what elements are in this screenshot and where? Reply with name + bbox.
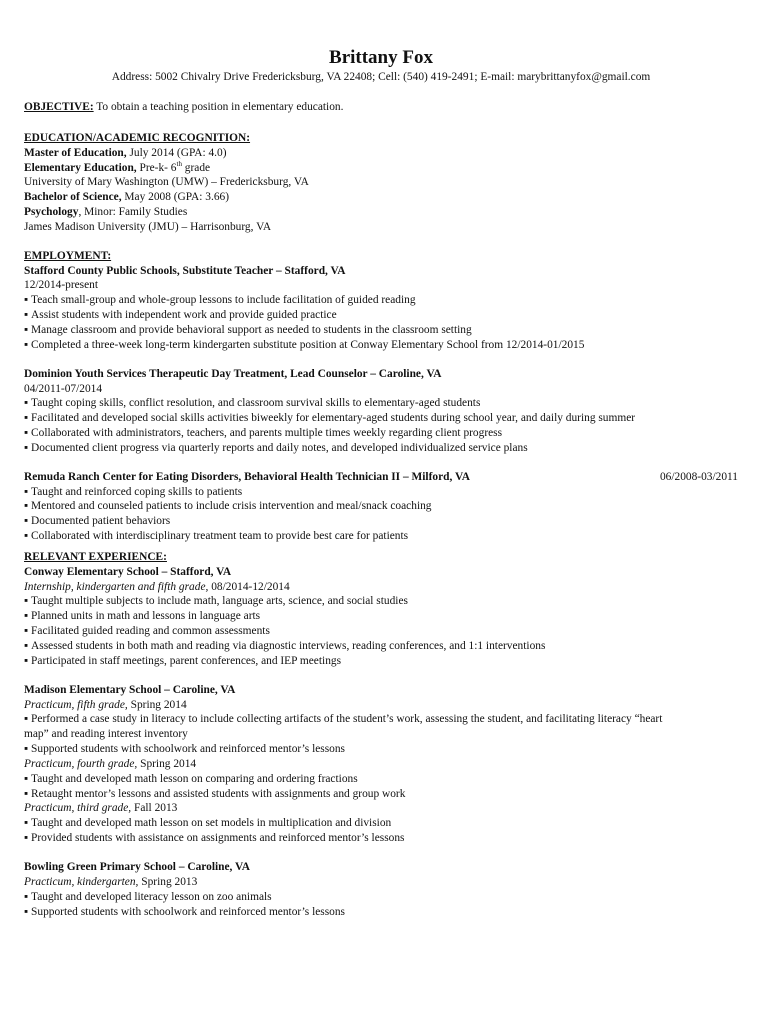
experience-bullet: ▪ Provided students with assistance on assignments and reinforced mentor’s lessons <box>24 831 738 846</box>
role-label: Practicum, third grade, <box>24 802 132 815</box>
school-title: Madison Elementary School – Caroline, VA <box>24 683 236 696</box>
experience-bullet-continuation: map” and reading interest inventory <box>24 728 188 741</box>
school-title: Bowling Green Primary School – Caroline, VA <box>24 860 251 873</box>
job-bullet: ▪ Completed a three-week long-term kindergarten substitute position at Conway Elementary School from 12/2014-01/2015 <box>24 338 738 353</box>
contact-info: Address: 5002 Chivalry Drive Fredericksburg, VA 22408; Cell: (540) 419-2491; E-mail: marybrittanyfox@gmail.com <box>111 71 651 83</box>
experience-bullet: ▪ Assessed students in both math and reading via diagnostic interviews, reading conferences, and 1:1 interventions <box>24 639 738 654</box>
job-bullet: ▪ Collaborated with interdisciplinary treatment team to provide best care for patients <box>24 529 738 544</box>
job-bullet: ▪ Assist students with independent work and provide guided practice <box>24 308 738 323</box>
employment-section <box>24 249 738 544</box>
experience-bullet: ▪ Taught and developed literacy lesson on zoo animals <box>24 890 738 905</box>
job-bullet: ▪ Teach small-group and whole-group lessons to include facilitation of guided reading <box>24 293 738 308</box>
elem-detail-post: grade <box>181 161 211 174</box>
job-dates: 04/2011-07/2014 <box>24 382 103 395</box>
bachelor-degree: Bachelor of Science, <box>24 191 122 204</box>
role-dates: Spring 2013 <box>138 875 198 888</box>
job-bullet: ▪ Documented patient behaviors <box>24 514 738 529</box>
experience-bullet: ▪ Supported students with schoolwork and reinforced mentor’s lessons <box>24 742 738 757</box>
objective-label: OBJECTIVE: <box>24 101 94 113</box>
role-label: Practicum, kindergarten, <box>24 875 139 888</box>
experience-bullet: ▪ Performed a case study in literacy to include collecting artifacts of the student’s work, assessing the student, and facilitating literacy “heart <box>24 712 738 727</box>
role-label: Practicum, fifth grade, <box>24 698 128 711</box>
umw-line: University of Mary Washington (UMW) – Fredericksburg, VA <box>24 176 309 189</box>
master-degree-line <box>24 146 738 161</box>
education-heading: EDUCATION/ACADEMIC RECOGNITION: <box>24 131 251 144</box>
job-entry <box>24 470 738 544</box>
job-entry <box>24 264 738 353</box>
role-label: Practicum, fourth grade, <box>24 757 138 770</box>
role-line <box>24 757 738 772</box>
job-dates: 06/2008-03/2011 <box>659 470 738 483</box>
experience-entry-conway <box>24 565 738 669</box>
job-bullet: ▪ Documented client progress via quarterly reports and daily notes, and developed individualized service plans <box>24 441 738 456</box>
role-line <box>24 698 738 713</box>
job-title: Stafford County Public Schools, Substitute Teacher – Stafford, VA <box>24 264 346 277</box>
master-degree: Master of Education, <box>24 146 127 159</box>
experience-section <box>24 550 738 919</box>
candidate-name: Brittany Fox <box>329 47 433 68</box>
role-label: Internship, kindergarten and fifth grade, <box>24 580 209 593</box>
experience-bullet: ▪ Taught multiple subjects to include math, language arts, science, and social studies <box>24 594 738 609</box>
objective-section <box>24 100 738 115</box>
experience-entry-madison <box>24 683 738 846</box>
elem-detail-pre: Pre-k- 6 <box>136 161 177 174</box>
job-bullet: ▪ Taught coping skills, conflict resolution, and classroom survival skills to elementary-aged students <box>24 396 738 411</box>
experience-bullet: ▪ Retaught mentor’s lessons and assisted students with assignments and group work <box>24 787 738 802</box>
job-bullet: ▪ Manage classroom and provide behavioral support as needed to students in the classroom setting <box>24 323 738 338</box>
jmu-line: James Madison University (JMU) – Harrisonburg, VA <box>24 220 272 233</box>
bachelor-degree-line <box>24 190 738 205</box>
psych-detail: , Minor: Family Studies <box>78 206 188 219</box>
job-bullet: ▪ Facilitated and developed social skills activities biweekly for elementary-aged students during school year, and daily during summer <box>24 411 738 426</box>
role-line <box>24 875 738 890</box>
psych-field: Psychology <box>24 206 79 219</box>
role-dates: Spring 2014 <box>127 698 187 711</box>
job-bullet: ▪ Mentored and counseled patients to include crisis intervention and meal/snack coaching <box>24 499 738 514</box>
job-title: Remuda Ranch Center for Eating Disorders, Behavioral Health Technician II – Milford, VA <box>24 470 470 483</box>
job-title: Dominion Youth Services Therapeutic Day Treatment, Lead Counselor – Caroline, VA <box>24 367 442 380</box>
experience-heading: RELEVANT EXPERIENCE: <box>24 550 167 563</box>
elem-field: Elementary Education, <box>24 161 137 174</box>
job-bullet: ▪ Collaborated with administrators, teachers, and parents multiple times weekly regarding client progress <box>24 426 738 441</box>
experience-bullet: ▪ Taught and developed math lesson on comparing and ordering fractions <box>24 772 738 787</box>
psych-line <box>24 205 738 220</box>
job-title-row <box>24 470 738 485</box>
job-dates: 12/2014-present <box>24 279 99 292</box>
experience-bullet: ▪ Participated in staff meetings, parent conferences, and IEP meetings <box>24 654 738 669</box>
role-line <box>24 801 738 816</box>
job-entry <box>24 367 738 456</box>
school-title: Conway Elementary School – Stafford, VA <box>24 565 232 578</box>
master-detail: July 2014 (GPA: 4.0) <box>126 146 227 159</box>
elem-field-line <box>24 161 738 176</box>
experience-bullet: ▪ Supported students with schoolwork and reinforced mentor’s lessons <box>24 905 738 920</box>
experience-bullet: ▪ Facilitated guided reading and common assessments <box>24 624 738 639</box>
role-dates: Fall 2013 <box>131 802 178 815</box>
role-dates: 08/2014-12/2014 <box>208 580 290 593</box>
bachelor-detail: May 2008 (GPA: 3.66) <box>121 191 230 204</box>
elem-sup: th <box>176 159 182 168</box>
employment-heading: EMPLOYMENT: <box>24 249 112 262</box>
role-dates: Spring 2014 <box>137 757 197 770</box>
job-bullet: ▪ Taught and reinforced coping skills to patients <box>24 485 738 500</box>
education-section <box>24 131 738 235</box>
experience-bullet: ▪ Planned units in math and lessons in language arts <box>24 609 738 624</box>
experience-entry-bowling-green <box>24 860 738 919</box>
role-line <box>24 580 738 595</box>
experience-bullet: ▪ Taught and developed math lesson on set models in multiplication and division <box>24 816 738 831</box>
objective-text: To obtain a teaching position in elementary education. <box>93 101 344 113</box>
